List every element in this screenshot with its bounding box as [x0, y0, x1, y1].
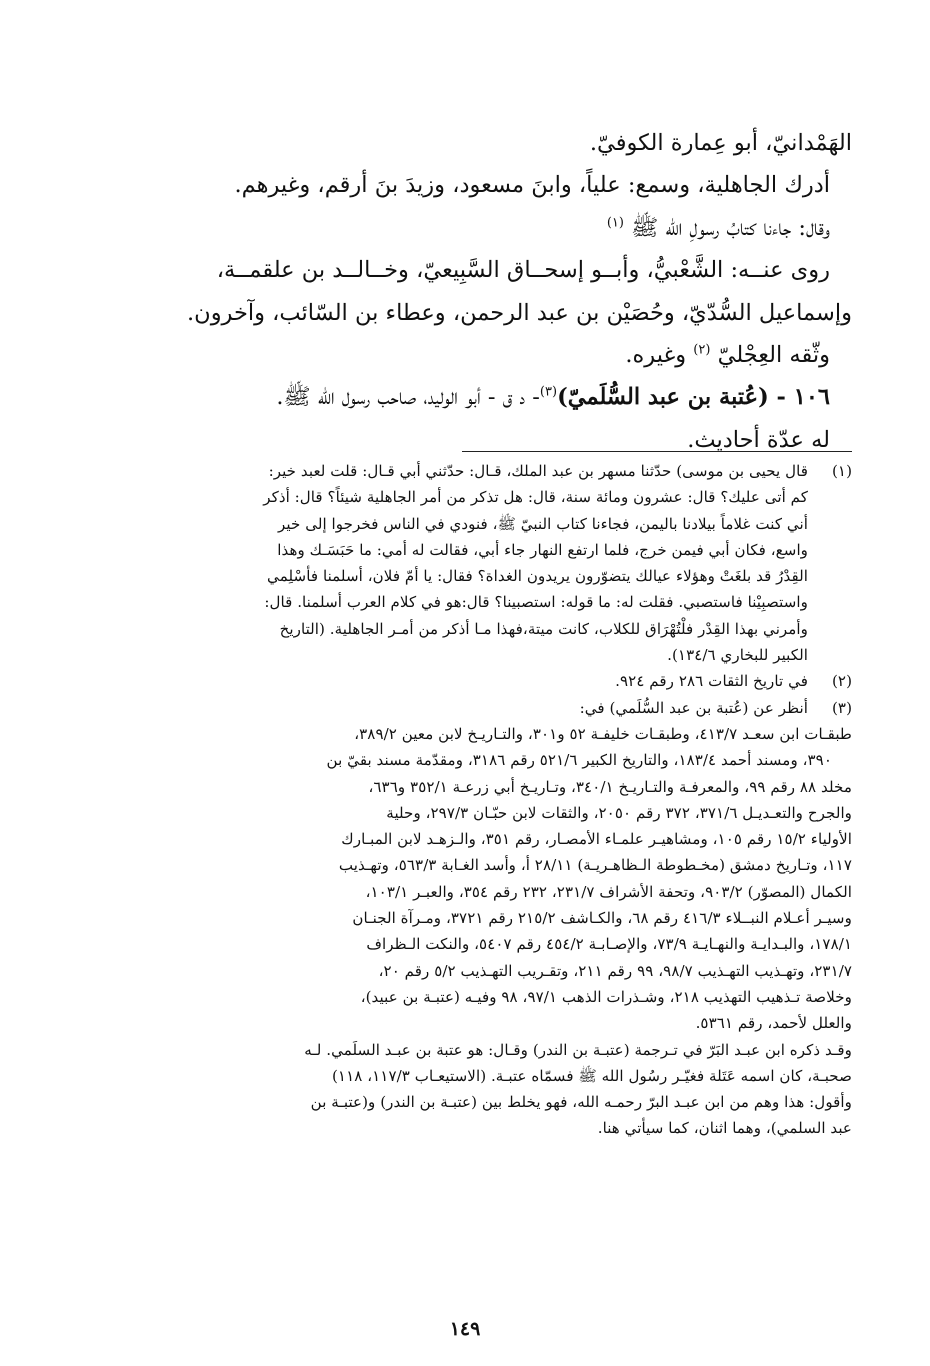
footnote-1-line: واسع، فكان أبي فيمن خرج، فلما ارتفع النهار جاء أبي، فقالت له أمي: ما حَبَسَـك وهذا	[277, 540, 808, 559]
entry-106-description: - د ق - أبو الوليد، صاحب رسول الله ﷺ.	[276, 384, 540, 411]
footnote-3-source-line: مخلد ٨٨ رقم ٩٩، والمعرفـة والتـاريـخ ٣٤٠/١، وتـاريـخ أبي زرعـة ٣٥٢/١ و٦٣٦،	[368, 777, 852, 796]
main-line-3-text: وقال: جاءنا كتابُ رسولِ الله ﷺ	[631, 214, 830, 241]
footnote-3-comment-line: وأقول: هذا وهم من ابن عبـد البرّ رحمـه الله، فهو يخلط بين (عتبـة بن الندر) و(عتبـة بن	[310, 1093, 852, 1112]
footnote-3-source-line: وخلاصة تـذهيب التهذيب ٢١٨، وشـذرات الذهب ٩٧/١، ٩٨ وفيـه (عتبـة بن عبيد)،	[360, 987, 852, 1006]
main-line-5	[62, 292, 852, 334]
main-line-6-tail: وغيره.	[625, 342, 687, 369]
main-line-6	[62, 334, 852, 376]
main-line-8	[62, 419, 852, 461]
footnote-3-source-line: ١٧٨/١، والبـدايـة والنهـايـة ٧٣/٩، والإصـابـة ٤٥٤/٢ رقم ٥٤٠٧، والنكت الـظراف	[366, 935, 852, 954]
footnote-2-text: في تاريخ الثقات ٢٨٦ رقم ٩٢٤.	[615, 672, 808, 691]
footnote-3-source-line: والعلل لأحمد، رقم ٥٣٦١.	[695, 1014, 852, 1033]
footnote-marker-3[interactable]: (٣)	[539, 384, 558, 400]
footnote-2-body	[60, 668, 808, 694]
footnote-3-source-line: طبقـات ابن سعـد ٤١٣/٧، وطبقـات خليفـة ٥٢ و٣٠١، والتـاريـخ لابن معين ٣٨٩/٢،	[354, 724, 852, 743]
footnote-3-intro: أنظر عن (عُتبة بن عبد السُّلَمي) في:	[579, 698, 808, 717]
footnote-3-source-line: الكمال (المصوّر) ٩٠٣/٢، وتحفة الأشراف ٢٣١/٧، ٢٣٢ رقم ٣٥٤، والعبـر ١٠٣/١،	[365, 882, 852, 901]
main-line-3	[62, 207, 852, 249]
entry-106-heading-line	[62, 376, 852, 418]
main-line-6-text: وثّقه العِجْليّ	[717, 342, 830, 369]
footnote-3-sources	[60, 721, 852, 1142]
main-text	[62, 122, 852, 461]
main-line-5-text: وإسماعيل السُّدّيّ، وحُصَيْن بن عبد الرحمن، وعطاء بن السّائب، وآخرون.	[187, 299, 852, 326]
footnote-3-comment-line: عبد السلمي)، وهما اثنان، كما سيأتي هنا.	[597, 1119, 852, 1138]
main-line-2-text: أدرك الجاهلية، وسمع: علياً، وابنَ مسعود، وزيدَ بنَ أرقم، وغيرهم.	[234, 172, 830, 199]
footnote-marker-1[interactable]: (١)	[606, 215, 624, 231]
footnote-marker-2[interactable]: (٢)	[693, 342, 711, 358]
footnote-1-body	[60, 458, 808, 668]
footnote-2-number: (٢)	[831, 672, 852, 691]
footnote-2	[60, 668, 852, 694]
page-number: ١٤٩	[449, 1318, 481, 1340]
footnote-1-line: أني كنت غلاماً بيلادنا باليمن، فجاءنا كتاب النبيّ ﷺ، فنودي في الناس فخرجوا إلى خير	[278, 514, 808, 533]
footnote-1-line: كم أتى عليك؟ قال: عشرون ومائة سنة، قال: هل تذكر من أمر الجاهلية شيئاً؟ قال: أذكر	[263, 488, 808, 507]
footnote-3-source-line: الأولياء ١٥/٢ رقم ١٠٥، ومشاهيـر علمـاء الأمصـار، رقم ٣٥١، والـزهـد لابن المبـارك	[341, 830, 852, 849]
main-line-1-text: الهَمْدانيّ، أبو عِمارة الكوفيّ.	[589, 130, 852, 156]
footnote-3-number: (٣)	[831, 698, 852, 717]
main-line-8-text: له عدّة أحاديث.	[687, 426, 830, 453]
footnote-1	[60, 458, 852, 668]
footnote-1-number: (١)	[831, 462, 852, 480]
footnote-1-line: قال يحيى بن موسى) حدّثنا مسهر بن عبد الملك، قـال: حدّثني أبي قـال: قلت لعبد خير:	[268, 462, 808, 480]
footnote-3	[60, 695, 852, 1142]
footnote-1-line: وأمرني بهذا القِدْر فلْتُهْرَاق للكلاب، كانت ميتة،فهذا مـا أذكر من أمـر الجاهلية. (التاريخ	[279, 619, 808, 638]
footnote-3-comment-line: صحبـة، كان اسمه عَتَلة فغيّـر رسُول الله ﷺ فسمّاه عتبـة. (الاستيعـاب ١١٧/٣، ١١٨)	[331, 1066, 852, 1085]
footnote-3-source-line: ٣٩٠، ومسند أحمد ١٨٣/٤، والتاريخ الكبير ٥٢١/٦ رقم ٣١٨٦، ومقدّمة مسند بقيّ بن	[326, 751, 832, 770]
footnote-3-intro-wrap	[60, 695, 808, 721]
footnote-3-source-line: والجرح والتعـديـل ٣٧١/٦، ٣٧٢ رقم ٢٠٥٠، والثقات لابن حبّـان ٢٩٧/٣، وحلية	[386, 803, 852, 822]
footnote-3-source-line: ٢٣١/٧، وتهـذيب التهـذيب ٩٨/٧، ٩٩ رقم ٢١١، وتقـريب التهـذيب ٥/٢ رقم ٢٠،	[378, 961, 852, 980]
main-line-1	[62, 122, 852, 164]
main-line-4-text: روى عنــه: الشَّعْبيُّ، وأبــو إسحــاق السَّبِيعيّ، وخــالــد بن علقمــة،	[216, 257, 830, 284]
entry-106-heading: ١٠٦ - (عُتبة بن عبد السُّلَميّ)	[557, 384, 830, 411]
main-line-2	[62, 164, 852, 206]
footnote-3-source-line: وسيـر أعـلام النبــلاء ٤١٦/٣ رقم ٦٨، والكـاشف ٢١٥/٢ رقم ٣٧٢١، ومـرآة الجنـان	[352, 909, 852, 928]
footnote-3-comment-line: وقـد ذكره ابن عبـد البَرّ في تـرجمة (عتبـة بن الندر) وقـال: هو عتبة بن عبـد السلَمي. لـه	[304, 1040, 852, 1059]
footnote-3-source-line: ١١٧، وتـاريخ دمشق (مخـطوطة الـظاهـريـة) ٢٨/١١ أ، وأسد الغـابة ٥٦٣/٣، وتهـذيب	[338, 856, 852, 875]
footnote-1-line: الكبير للبخاري ١٣٤/٦).	[667, 646, 808, 665]
footnote-separator	[462, 451, 852, 452]
main-line-4	[62, 249, 852, 291]
footnote-1-line: واستصبِيْنا فاستصبي. فقلت له: ما قوله: استصبينا؟ قال:هو في كلام العرب أسلمنا. قال:	[264, 593, 808, 612]
footnote-1-line: القِدْرُ قد بلغَتْ وهؤلاء عيالك يتضوّرون يريدون الغداة؟ فقال: يا أمّ فلان، أسلمنا فأسْلِمي	[267, 567, 808, 586]
footnotes	[60, 458, 852, 1142]
